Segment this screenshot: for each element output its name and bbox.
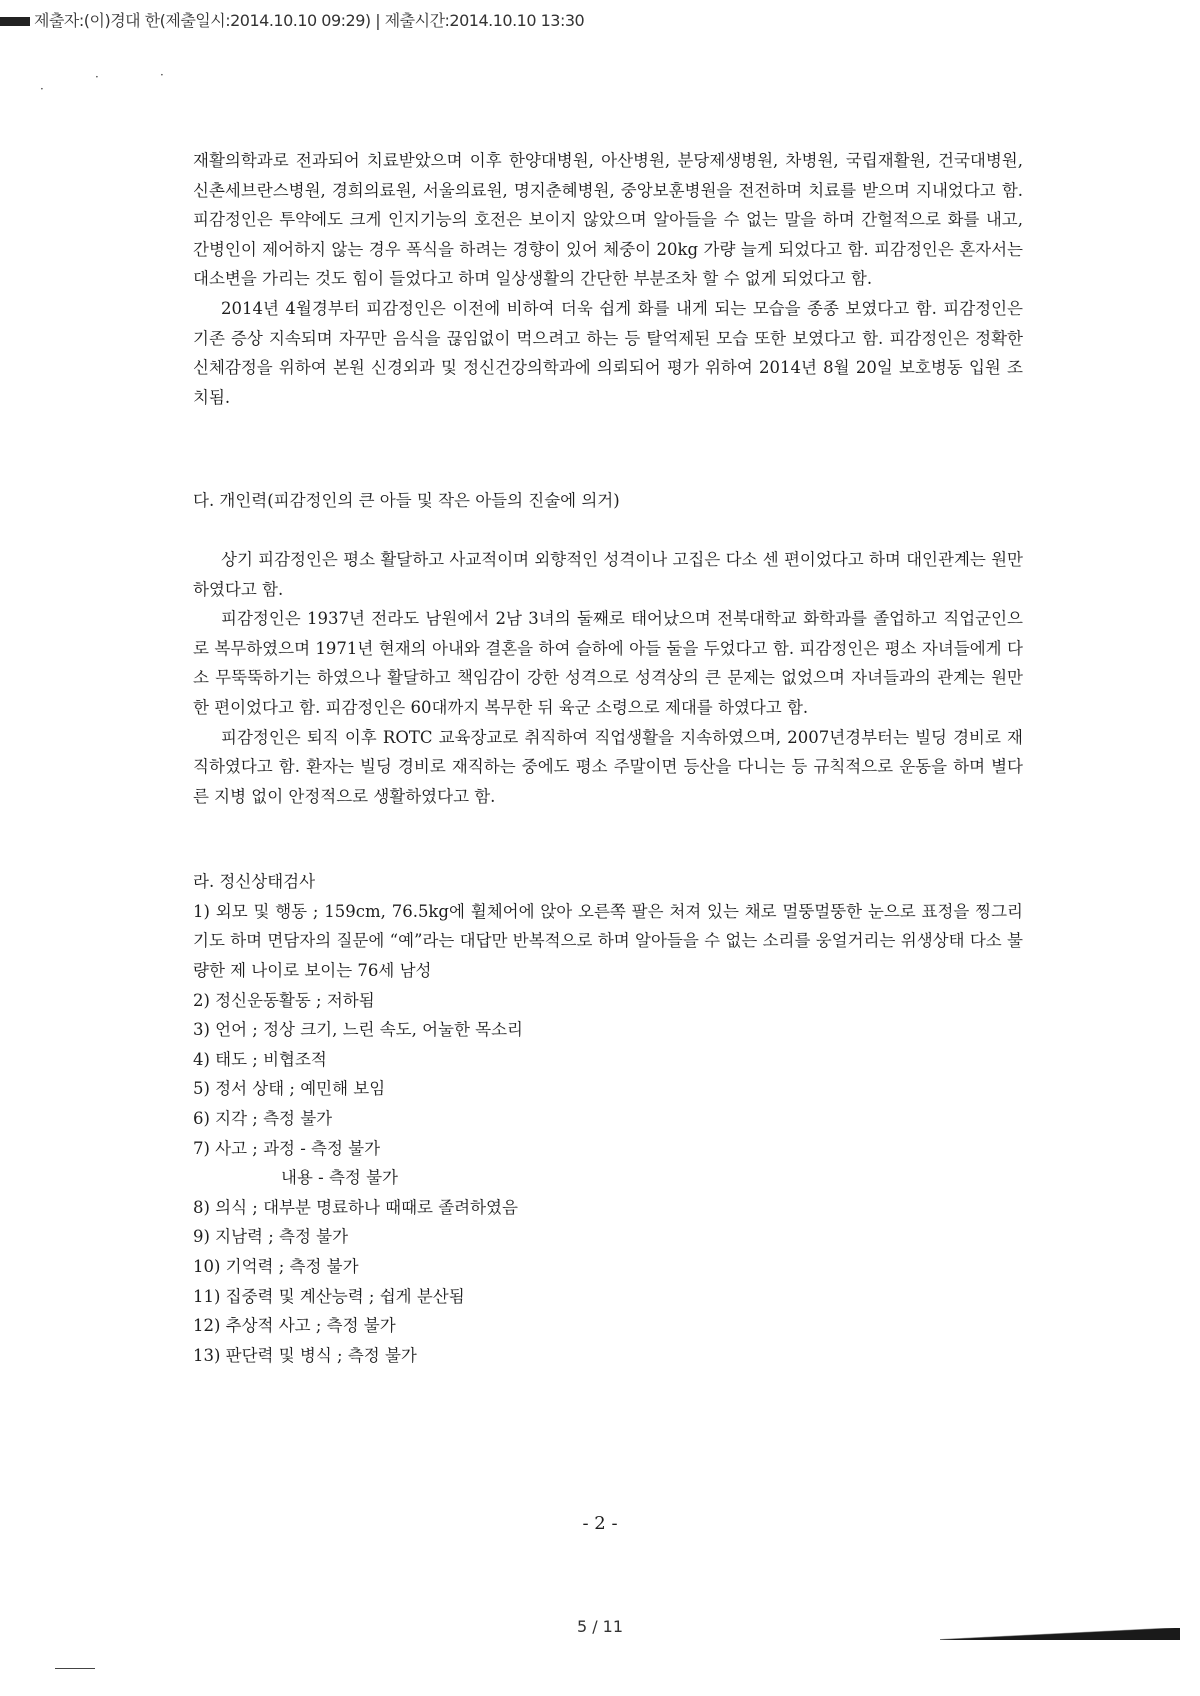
- history-paragraph-2: 2014년 4월경부터 피감정인은 이전에 비하여 더욱 쉽게 화를 내게 되는 모습을 종종 보였다고 함. 피감정인은 기존 증상 지속되며 자꾸만 음식을 끊임없이 먹으려고 하는 등 탈억제된 모습 또한 보였다고 함. 피감정인은 정확한 신체감정을 위하여 본원 신경외과 및 정신건강의학과에 의뢰되어 평가 위하여 2014년 8월 20일 보호병동 입원 조치됨.: [193, 298, 1023, 407]
- fax-transmission-header: [0, 8, 960, 30]
- mse-item-2: 2) 정신운동활동 ; 저하됨: [193, 990, 375, 1010]
- page-number: - 2 -: [582, 1513, 618, 1534]
- mse-item-3: 3) 언어 ; 정상 크기, 느린 속도, 어눌한 목소리: [193, 1020, 523, 1040]
- personality-paragraph-1: 상기 피감정인은 평소 활달하고 사교적이며 외향적인 성격이나 고집은 다소 센 편이었다고 하며 대인관계는 원만하였다고 함.: [193, 549, 1023, 599]
- history-paragraph-1: 재활의학과로 전과되어 치료받았으며 이후 한양대병원, 아산병원, 분당제생병원, 차병원, 국립재활원, 건국대병원, 신촌세브란스병원, 경희의료원, 서울의료원, 명지춘혜병원, 중앙보훈병원을 전전하며 치료를 받으며 지내었다고 함. 피감정인은 투약에도 크게 인지기능의 호전은 보이지 않았으며 알아들을 수 없는 말을 하며 간헐적으로 화를 내고, 간병인이 제어하지 않는 경우 폭식을 하려는 경향이 있어 체중이 20kg 가량 늘게 되었다고 함. 피감정인은 혼자서는 대소변을 가리는 것도 힘이 들었다고 하며 일상생활의 간단한 부분조차 할 수 없게 되었다고 함.: [193, 151, 1023, 289]
- mse-item-9: 9) 지남력 ; 측정 불가: [193, 1227, 349, 1247]
- mse-section-title: 라. 정신상태검사: [193, 872, 316, 892]
- mse-item-13: 13) 판단력 및 병식 ; 측정 불가: [193, 1345, 417, 1365]
- mse-item-5: 5) 정서 상태 ; 예민해 보임: [193, 1079, 386, 1099]
- mse-item-7: 7) 사고 ; 과정 - 측정 불가: [193, 1138, 381, 1158]
- mse-item-1: 1) 외모 및 행동 ; 159cm, 76.5kg에 휠체어에 앉아 오른쪽 팔은 처져 있는 채로 멀뚱멀뚱한 눈으로 표정을 찡그리기도 하며 면담자의 질문에 “예”라는 대답만 반복적으로 하며 알아들을 수 없는 소리를 웅얼거리는 위생상태 다소 불량한 제 나이로 보이는 76세 남성: [193, 901, 1023, 981]
- mse-item-8: 8) 의식 ; 대부분 명료하나 때때로 졸려하였음: [193, 1197, 518, 1217]
- mse-item-4: 4) 태도 ; 비협조적: [193, 1049, 327, 1069]
- mse-item-7-sub: 내용 - 측정 불가: [281, 1168, 398, 1188]
- mse-item-11: 11) 집중력 및 계산능력 ; 쉽게 분산됨: [193, 1286, 465, 1306]
- document-body: [193, 146, 1023, 1370]
- scan-line-mark: [55, 1668, 95, 1669]
- personality-section-title: 다. 개인력(피감정인의 큰 아들 및 작은 아들의 진술에 의거): [193, 491, 620, 511]
- personality-paragraph-3: 피감정인은 퇴직 이후 ROTC 교육장교로 취직하여 직업생활을 지속하였으며, 2007년경부터는 빌딩 경비로 재직하였다고 함. 환자는 빌딩 경비로 재직하는 중에도 평소 주말이면 등산을 다니는 등 규칙적으로 운동을 하며 별다른 지병 없이 안정적으로 생활하였다고 함.: [193, 727, 1023, 806]
- personality-paragraph-2: 피감정인은 1937년 전라도 남원에서 2남 3녀의 둘째로 태어났으며 전북대학교 화학과를 졸업하고 직업군인으로 복무하였으며 1971년 현재의 아내와 결혼을 하여 슬하에 아들 둘을 두었다고 함. 피감정인은 평소 자녀들에게 다소 무뚝뚝하기는 하였으나 활달하고 책임감이 강한 성격으로 성격상의 큰 문제는 없었으며 자녀들과의 관계는 원만한 편이었다고 함. 피감정인은 60대까지 복무한 뒤 육군 소령으로 제대를 하였다고 함.: [193, 609, 1023, 717]
- mse-item-12: 12) 추상적 사고 ; 측정 불가: [193, 1316, 396, 1336]
- fax-header-text: 제출자:(이)경대 한(제출일시:2014.10.10 09:29) | 제출시간:2014.10.10 13:30: [34, 11, 585, 30]
- mse-item-6: 6) 지각 ; 측정 불가: [193, 1109, 333, 1129]
- fax-header-bar: [0, 17, 30, 26]
- mse-item-10: 10) 기억력 ; 측정 불가: [193, 1257, 359, 1276]
- scan-edge-mark: [940, 1628, 1180, 1640]
- page-count: 5 / 11: [576, 1617, 624, 1636]
